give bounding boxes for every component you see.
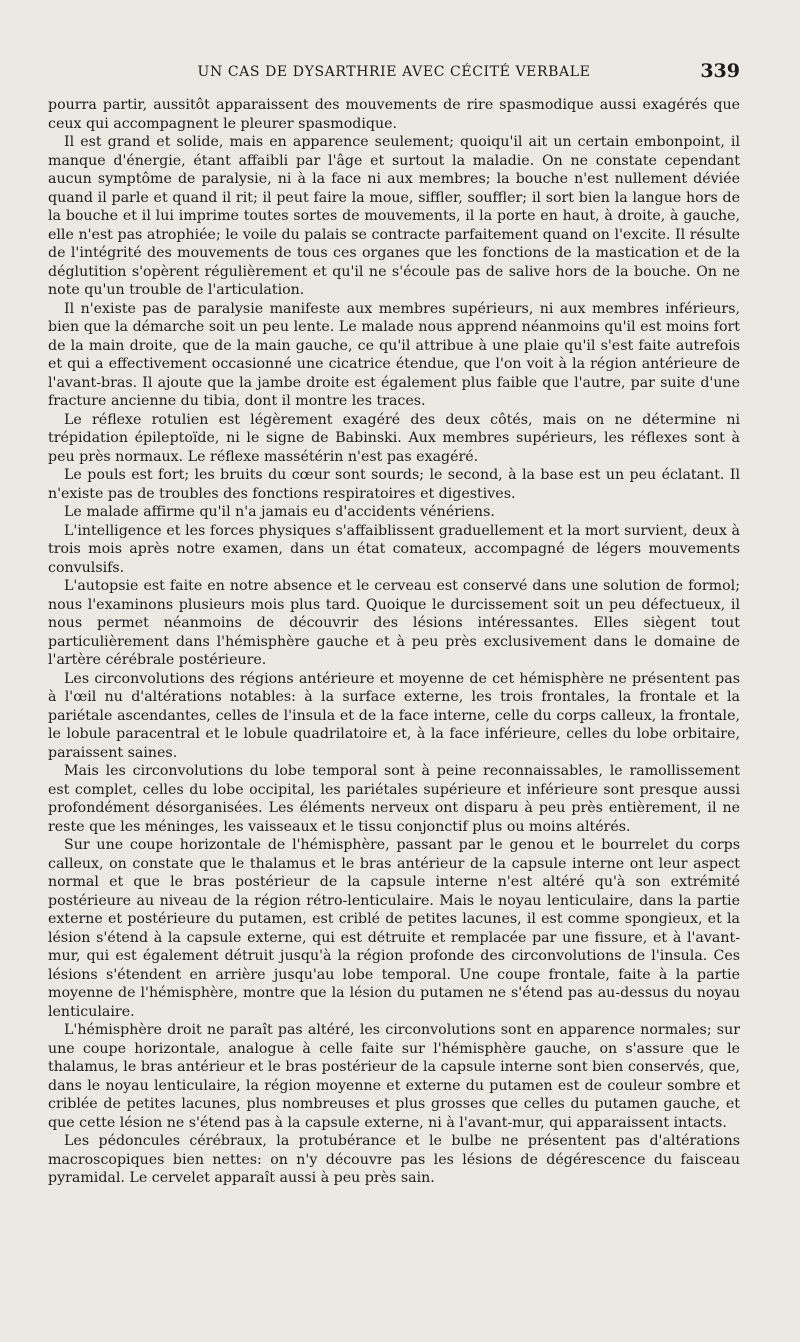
paragraph: Sur une coupe horizontale de l'hémisphère, passant par le genou et le bourrelet du corps calleux, on constate que le thalamus et le bras antérieur de la capsule interne ont leur aspect normal et que le bras postérieur de la capsule interne n'est altéré qu'à son extrémité postérieure au niveau de la région rétro-lenticulaire. Mais le noyau lenticulaire, dans la partie externe et postérieure du putamen, est criblé de petites lacunes, il est comme spongieux, et la lésion s'étend à la capsule externe, qui est détruite et remplacée par une fissure, et à l'avant-mur, qui est également détruit jusqu'à la région profonde des circonvolutions de l'insula. Ces lésions s'étendent en arrière jusqu'au lobe temporal. Une coupe frontale, faite à la partie moyenne de l'hémisphère, montre que la lésion du putamen ne s'étend pas au-dessus du noyau lenticulaire. <box>48 837 740 1020</box>
paragraph: Il n'existe pas de paralysie manifeste aux membres supérieurs, ni aux membres inférieurs, bien que la démarche soit un peu lente. Le malade nous apprend néanmoins qu'il est moins fort de la main droite, que de la main gauche, ce qu'il attribue à une plaie qu'il s'est faite autrefois et qui a effectivement occasionné une cicatrice étendue, que l'on voit à la région antérieure de l'avant-bras. Il ajoute que la jambe droite est également plus faible que l'autre, par suite d'une fracture ancienne du tibia, dont il montre les traces. <box>48 300 740 409</box>
paragraph: Les pédoncules cérébraux, la protubérance et le bulbe ne présentent pas d'altérations macroscopiques bien nettes: on n'y découvre pas les lésions de dégérescence du faisceau pyramidal. Le cervelet apparaît aussi à peu près sain. <box>48 1133 740 1186</box>
paragraph: Les circonvolutions des régions antérieure et moyenne de cet hémisphère ne présentent pas à l'œil nu d'altérations notables: à la surface externe, les trois frontales, la frontale et la pariétale ascendantes, celles de l'insula et de la face interne, celle du corps calleux, la frontale, le lobule paracentral et le lobule quadrilatoire et, à la face inférieure, celles du lobe orbitaire, paraissent saines. <box>48 670 740 761</box>
paragraph: L'autopsie est faite en notre absence et le cerveau est conservé dans une solution de formol; nous l'examinons plusieurs mois plus tard. Quoique le durcissement soit un peu défectueux, il nous permet néanmoins de découvrir des lésions intéressantes. Elles siègent tout particulièrement dans l'hémisphère gauche et à peu près exclusivement dans le domaine de l'artère cérébrale postérieure. <box>48 578 740 668</box>
running-title: UN CAS DE DYSARTHRIE AVEC CÉCITÉ VERBALE <box>197 64 591 80</box>
page-number: 339 <box>700 60 740 82</box>
page-header <box>48 60 740 84</box>
paragraph: L'hémisphère droit ne paraît pas altéré, les circonvolutions sont en apparence normales; sur une coupe horizontale, analogue à celle faite sur l'hémisphère gauche, on s'assure que le thalamus, le bras antérieur et le bras postérieur de la capsule interne sont bien conservés, que, dans le noyau lenticulaire, la région moyenne et externe du putamen est de couleur sombre et criblée de petites lacunes, plus nombreuses et plus grosses que celles du putamen gauche, et que cette lésion ne s'étend pas à la capsule externe, ni à l'avant-mur, qui apparaissent intacts. <box>48 1022 740 1131</box>
paragraph: Il est grand et solide, mais en apparence seulement; quoiqu'il ait un certain embonpoint, il manque d'énergie, étant affaibli par l'âge et surtout la maladie. On ne constate cependant aucun symptôme de paralysie, ni à la face ni aux membres; la bouche n'est nullement déviée quand il parle et quand il rit; il peut faire la moue, siffler, souffler; il sort bien la langue hors de la bouche et il lui imprime toutes sortes de mouvements, il la porte en haut, à droite, à gauche, elle n'est pas atrophiée; le voile du palais se contracte parfaitement quand on l'excite. Il résulte de l'intégrité des mouvements de tous ces organes que les fonctions de la mastication et de la déglutition s'opèrent régulièrement et qu'il ne s'écoule pas de salive hors de la bouche. On ne note qu'un trouble de l'articulation. <box>48 134 740 298</box>
paragraph: pourra partir, aussitôt apparaissent des mouvements de rire spasmodique aussi exagérés que ceux qui accompagnent le pleurer spasmodique. <box>48 97 740 132</box>
body-text <box>48 96 740 1188</box>
paragraph: L'intelligence et les forces physiques s'affaiblissent graduellement et la mort survient, deux à trois mois après notre examen, dans un état comateux, accompagné de légers mouvements convulsifs. <box>48 522 740 576</box>
paragraph: Le pouls est fort; les bruits du cœur sont sourds; le second, à la base est un peu éclatant. Il n'existe pas de troubles des fonctions respiratoires et digestives. <box>48 467 740 502</box>
paragraph: Le réflexe rotulien est légèrement exagéré des deux côtés, mais on ne détermine ni trépidation épileptoïde, ni le signe de Babinski. Aux membres supérieurs, les réflexes sont à peu près normaux. Le réflexe massétérin n'est pas exagéré. <box>48 411 740 465</box>
paragraph: Le malade affirme qu'il n'a jamais eu d'accidents vénériens. <box>64 504 495 520</box>
paragraph: Mais les circonvolutions du lobe temporal sont à peine reconnaissables, le ramollissement est complet, celles du lobe occipital, les pariétales supérieure et inférieure sont presque aussi profondément désorganisées. Les éléments nerveux ont disparu à peu près entièrement, il ne reste que les méninges, les vaisseaux et le tissu conjonctif plus ou moins altérés. <box>48 763 740 835</box>
